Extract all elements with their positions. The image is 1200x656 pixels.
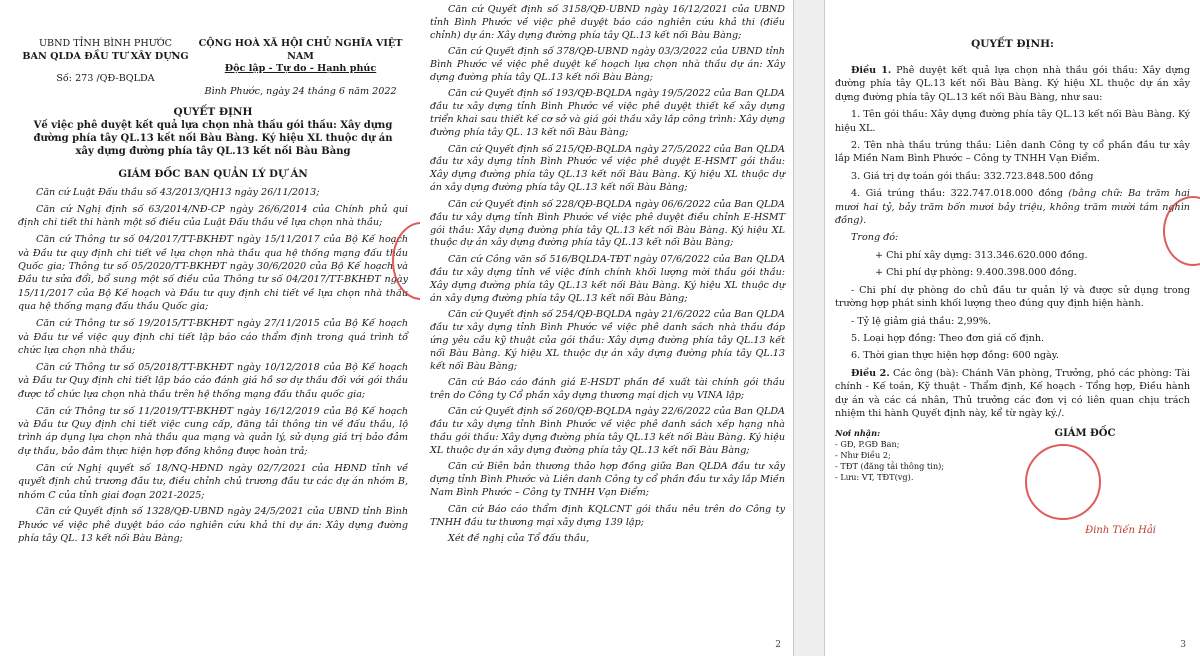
legal-basis-paragraph: Căn cứ Báo cáo đánh giá E-HSDT phần đề xuất tài chính gói thầu trên do Công ty Cổ phần xây dựng thương mại dịch vụ VINA lập; [430, 376, 785, 401]
article-1-label: Điều 1. [851, 65, 892, 76]
signer-title: GIÁM ĐỐC [1054, 428, 1116, 439]
article-2 [835, 367, 1190, 421]
legal-basis-paragraph: Căn cứ Biên bản thương thảo hợp đồng giữa Ban QLDA đầu tư xây dựng tỉnh Bình Phước và Liên danh Công ty cổ phần đầu tư xây lắp Miền Nam Bình Phước – Công ty TNHH Vạn Điểm; [430, 461, 785, 499]
issuer-line-2: BAN QLDA ĐẦU TƯ XÂY DỰNG [22, 50, 189, 62]
recipients-block [835, 428, 1025, 483]
recipient-item: - Lưu: VT, TĐT(vg). [835, 472, 914, 483]
winning-price-in-words: (bằng chữ: Ba trăm hai mươi hai tỷ, bảy trăm bốn mươi bảy triệu, không trăm mười tám nghìn đồng). [835, 188, 1190, 227]
director-heading: GIÁM ĐỐC BAN QUẢN LÝ DỰ ÁN [118, 168, 308, 180]
issuer-block [18, 38, 193, 98]
official-seal-icon [1025, 444, 1101, 520]
item-3: 3. Giá trị dự toán gói thầu: 332.723.848.500 đồng [851, 170, 1094, 182]
item-6: 6. Thời gian thực hiện hợp đồng: 600 ngày. [851, 350, 1059, 362]
winning-price: 4. Giá trúng thầu: 322.747.018.000 đồng [851, 188, 1063, 200]
in-which-label: Trong đó: [851, 232, 899, 244]
page-number: 3 [1180, 640, 1186, 650]
legal-basis-paragraph: Căn cứ Quyết định số 193/QĐ-BQLDA ngày 19/5/2022 của Ban QLDA đầu tư xây dựng tỉnh Bình Phước về việc phê duyệt thiết kế xây dựng triển khai sau thiết kế cơ sở và giá gói thầu xây lắp công trình: Xây dựng đường phía tây QL. 13 kết nối Bàu Bàng; [430, 88, 785, 139]
national-motto-block [193, 38, 408, 98]
article-1 [835, 64, 1190, 104]
decision-title: QUYẾT ĐỊNH [173, 106, 253, 118]
national-motto: Độc lập - Tự do - Hạnh phúc [224, 63, 377, 74]
legal-basis-paragraph: Căn cứ Thông tư số 05/2018/TT-BKHĐT ngày 10/12/2018 của Bộ Kế hoạch và Đầu tư Quy định chi tiết lập báo cáo đánh giá hồ sơ dự thầu đối với gói thầu được tổ chức lựa chọn nhà thầu trên hệ thống mạng đấu thầu quốc gia; [18, 361, 408, 400]
document-page-1 [0, 0, 420, 656]
legal-basis-paragraph: Căn cứ Quyết định số 378/QĐ-UBND ngày 03/3/2022 của UBND tỉnh Bình Phước về việc phê duyệt kế hoạch lựa chọn nhà thầu dự án: Xây dựng đường phía tây QL.13 kết nối Bàu Bàng; [430, 46, 785, 84]
page-gap [794, 0, 824, 656]
item-4 [835, 187, 1190, 227]
recipient-item: - GĐ, P.GĐ Ban; [835, 439, 900, 450]
contingency-note: - Chi phí dự phòng do chủ đầu tư quản lý và được sử dụng trong trường hợp phát sinh khối lượng theo đúng quy định hiện hành. [835, 284, 1190, 310]
legal-basis-paragraph: Căn cứ Thông tư số 19/2015/TT-BKHĐT ngày 27/11/2015 của Bộ Kế hoạch và Đầu tư về việc quy định chi tiết lập báo cáo thẩm định trong quá trình tổ chức lựa chọn nhà thầu; [18, 318, 408, 356]
article-2-text: Các ông (bà): Chánh Văn phòng, Trưởng, phó các phòng: Tài chính - Kế toán, Kỹ thuật - Thẩm định, Kế hoạch - Tổng hợp, Điều hành dự án và các cá nhân, Thủ trưởng các đơn vị có liên quan chịu trách nhiệm thi hành Quyết định này, kể từ ngày ký./. [835, 367, 1190, 419]
legal-basis-paragraph: Căn cứ Quyết định số 228/QĐ-BQLDA ngày 06/6/2022 của Ban QLDA đầu tư xây dựng tỉnh Bình Phước về việc phê duyệt điều chỉnh E-HSMT gói thầu: Xây dựng đường phía tây QL.13 kết nối Bàu Bàng. Ký hiệu XL thuộc dự án xây dựng đường phía tây QL.13 kết nối Bàu Bàng; [430, 198, 785, 249]
legal-basis-paragraph: Căn cứ Quyết định số 3158/QĐ-UBND ngày 16/12/2021 của UBND tỉnh Bình Phước về việc phê duyệt báo cáo nghiên cứu khả thi (điều chỉnh) dự án: Xây dựng đường phía tây QL.13 kết nối Bàu Bàng; [430, 4, 785, 41]
legal-basis-paragraph: Căn cứ Báo cáo thẩm định KQLCNT gói thầu nêu trên do Công ty TNHH đầu tư thương mại xây dựng 139 lập; [430, 503, 785, 528]
document-number: Số: 273 /QĐ-BQLDA [56, 73, 155, 84]
contingency-cost: + Chi phí dự phòng: 9.400.398.000 đồng. [875, 267, 1077, 279]
legal-basis-paragraph: Căn cứ Thông tư số 11/2019/TT-BKHĐT ngày 16/12/2019 của Bộ Kế hoạch và Đầu tư Quy định chi tiết việc cung cấp, đăng tải thông tin về đấu thầu, lộ trình áp dụng lựa chọn nhà thầu qua mạng và quản lý, sử dụng giá trị bảo đảm dự thầu, bảo đảm thực hiện hợp đồng không được hoàn trả; [18, 405, 408, 457]
legal-basis-paragraph: Căn cứ Nghị quyết số 18/NQ-HĐND ngày 02/7/2021 của HĐND tỉnh về quyết định chủ trương đầu tư, điều chỉnh chủ trương đầu tư các dự án nhóm B, nhóm C của tỉnh giai đoạn 2021-2025; [18, 462, 408, 501]
issuer-line-1: UBND TỈNH BÌNH PHƯỚC [38, 38, 173, 49]
recipient-item: - Như Điều 2; [835, 450, 891, 461]
article-2-label: Điều 2. [851, 367, 890, 379]
discount-rate: - Tỷ lệ giảm giá thầu: 2,99%. [851, 315, 991, 327]
legal-basis-paragraph: Căn cứ Luật Đấu thầu số 43/2013/QH13 ngày 26/11/2013; [36, 187, 320, 198]
legal-basis-paragraph: Xét đề nghị của Tổ đấu thầu, [448, 532, 590, 544]
page-number: 2 [775, 640, 781, 650]
signer-name: Đinh Tiến Hải [1085, 525, 1156, 536]
item-5: 5. Loại hợp đồng: Theo đơn giá cố định. [851, 332, 1045, 344]
construction-cost: + Chi phí xây dựng: 313.346.620.000 đồng. [875, 249, 1088, 261]
national-name: CỘNG HOÀ XÃ HỘI CHỦ NGHĨA VIỆT NAM [198, 38, 403, 62]
document-page-2 [420, 0, 794, 656]
legal-basis-paragraph: Căn cứ Nghị định số 63/2014/NĐ-CP ngày 26/6/2014 của Chính phủ qui định chi tiết thi hành một số điều của Luật Đấu thầu về lựa chọn nhà thầu; [18, 203, 408, 229]
article-1-text: Phê duyệt kết quả lựa chọn nhà thầu gói thầu: Xây dựng đường phía tây QL.13 kết nối Bàu Bàng. Ký hiệu XL thuộc dự án xây dựng đường phía tây QL.13 kết nối Bàu Bàng, như sau: [835, 65, 1190, 103]
recipient-item: - TĐT (đăng tải thông tin); [835, 461, 945, 472]
legal-basis-paragraph: Căn cứ Công văn số 516/BQLDA-TĐT ngày 07/6/2022 của Ban QLDA đầu tư xây dựng tỉnh về việc đính chính khối lượng mời thầu gói thầu: Xây dựng đường phía tây QL.13 kết nối Bàu Bàng. Ký hiệu XL thuộc dự án xây dựng đường phía tây QL.13 kết nối Bàu Bàng; [430, 253, 785, 304]
issue-date: Bình Phước, ngày 24 tháng 6 năm 2022 [204, 85, 397, 97]
legal-basis-paragraph: Căn cứ Quyết định số 215/QĐ-BQLDA ngày 27/5/2022 của Ban QLDA đầu tư xây dựng tỉnh Bình Phước về việc phê duyệt E-HSMT gói thầu: Xây dựng đường phía tây QL.13 kết nối Bàu Bàng. Ký hiệu XL thuộc dự án xây dựng đường phía tây QL.13 kết nối Bàu Bàng; [430, 143, 785, 194]
legal-basis-paragraph: Căn cứ Quyết định số 1328/QĐ-UBND ngày 24/5/2021 của UBND tỉnh Bình Phước về việc phê duyệt báo cáo nghiên cứu khả thi dự án: Xây dựng đường phía tây QL. 13 kết nối Bàu Bàng; [18, 506, 408, 545]
legal-basis-paragraph: Căn cứ Quyết định số 254/QĐ-BQLDA ngày 21/6/2022 của Ban QLDA đầu tư xây dựng tỉnh Bình Phước về việc phê danh sách nhà thầu đáp ứng yêu cầu kỹ thuật của gói thầu: Xây dựng đường phía tây QL.13 kết nối Bàu Bàng. Ký hiệu XL thuộc dự án xây dựng đường phía tây QL.13 kết nối Bàu Bàng; [430, 308, 785, 372]
document-page-3 [824, 0, 1200, 656]
recipients-label: Nơi nhận: [835, 428, 881, 439]
document-header [18, 38, 408, 98]
legal-basis-paragraph: Căn cứ Quyết định số 260/QĐ-BQLDA ngày 22/6/2022 của Ban QLDA đầu tư xây dựng tỉnh Bình Phước về việc phê danh sách xếp hạng nhà thầu gói thầu: Xây dựng đường phía tây QL.13 kết nối Bàu Bàng. Ký hiệu XL thuộc dự án xây dựng đường phía tây QL.13 kết nối Bàu Bàng; [430, 406, 785, 456]
decision-heading: QUYẾT ĐỊNH: [971, 38, 1054, 50]
item-1: 1. Tên gói thầu: Xây dựng đường phía tây QL.13 kết nối Bàu Bàng. Ký hiệu XL. [835, 109, 1190, 134]
legal-basis-paragraph: Căn cứ Thông tư số 04/2017/TT-BKHĐT ngày 15/11/2017 của Bộ Kế hoạch và Đầu tư quy định chi tiết về lựa chọn nhà thầu qua hệ thống mạng đấu thầu Quốc gia; Thông tư số 05/2020/TT-BKHĐT ngày 30/6/2020 của Bộ Kế hoạch và Đầu tư sửa đổi, bổ sung một số điều của Thông tư số 04/2017/TT-BKHĐT ngày 15/11/2017 của Bộ Kế hoạch và Đầu tư quy định chi tiết về lựa chọn nhà thầu qua hệ thống mạng đấu thầu Quốc gia; [18, 234, 408, 313]
decision-subtitle: Về việc phê duyệt kết quả lựa chọn nhà thầu gói thầu: Xây dựng đường phía tây QL.13 kết nối Bàu Bàng. Ký hiệu XL thuộc dự án xây dựng đường phía tây QL.13 kết nối Bàu Bàng [33, 120, 393, 157]
item-2: 2. Tên nhà thầu trúng thầu: Liên danh Công ty cổ phần đầu tư xây lắp Miền Nam Bình Phước – Công ty TNHH Vạn Điểm. [835, 140, 1190, 165]
